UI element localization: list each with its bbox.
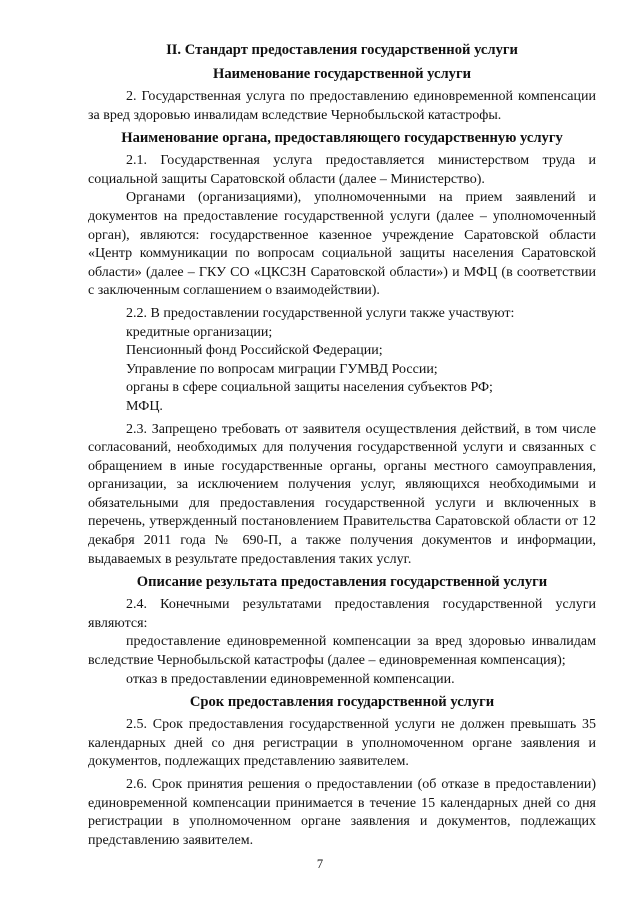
- paragraph-2-2: 2.2. В предоставлении государственной услуги также участвуют:: [126, 305, 515, 321]
- page-content: [88, 40, 596, 850]
- paragraph-2-1: 2.1. Государственная услуга предоставляется министерством труда и социальной защиты Саратовской области (далее – Министерство).: [88, 153, 596, 187]
- paragraph-2: 2. Государственная услуга по предоставлению единовременной компенсации за вред здоровью инвалидам вследствие Чернобыльской катастрофы.: [88, 89, 596, 123]
- paragraph-2-4-result-b: отказ в предоставлении единовременной компенсации.: [126, 671, 455, 687]
- list-item: Управление по вопросам миграции ГУМВД России;: [126, 361, 438, 377]
- paragraph-2-4: 2.4. Конечными результатами предоставления государственной услуги являются:: [88, 597, 596, 631]
- paragraph-2-4-result-a: предоставление единовременной компенсации за вред здоровью инвалидам вследствие Чернобыльской катастрофы (далее – единовременная компенсация);: [88, 634, 596, 669]
- heading-service-name: Наименование государственной услуги: [213, 66, 471, 82]
- heading-authority: Наименование органа, предоставляющего государственную услугу: [121, 130, 563, 147]
- list-item: Пенсионный фонд Российской Федерации;: [126, 343, 383, 359]
- paragraph-2-5: 2.5. Срок предоставления государственной услуги не должен превышать 35 календарных дней со дня регистрации в уполномоченном органе заявления и документов, подлежащих представлению заявителем.: [88, 717, 596, 770]
- page-number: 7: [316, 857, 324, 871]
- heading-result: Описание результата предоставления государственной услуги: [136, 574, 548, 591]
- list-item: МФЦ.: [126, 398, 163, 414]
- heading-term: Срок предоставления государственной услуги: [189, 694, 495, 711]
- paragraph-2-1-authorized: Органами (организациями), уполномоченными на прием заявлений и документов на предоставление государственной услуги (далее – уполномоченный орган), являются: государственное казенное учреждение Саратовской области «Центр коммуникации по вопросам социальной защиты населения Саратовской области» (далее – ГКУ СО «ЦКСЗН Саратовской области») и МФЦ (в соответствии с заключенным соглашением о взаимодействии).: [88, 190, 596, 299]
- paragraph-2-3: 2.3. Запрещено требовать от заявителя осуществления действий, в том числе согласований, необходимых для получения государственной услуги и связанных с обращением в иные государственные органы, органы местного самоуправления, организации, за исключением получения услуг, являющихся необходимыми и обязательными для предоставления государственной услуги и включенных в перечень, утвержденный постановлением Правительства Саратовской области от 12 декабря 2011 года № 690-П, а также получения документов и информации, выдаваемых в результате предоставления таких услуг.: [88, 421, 596, 567]
- list-item: кредитные организации;: [126, 324, 273, 340]
- paragraph-2-6: 2.6. Срок принятия решения о предоставлении (об отказе в предоставлении) единовременной компенсации принимается в течение 15 календарных дней со дня регистрации в уполномоченном органе заявления и документов, подлежащих представлению заявителем.: [88, 777, 596, 848]
- section-title: II. Стандарт предоставления государственной услуги: [166, 42, 518, 58]
- list-item: органы в сфере социальной защиты населения субъектов РФ;: [126, 380, 493, 396]
